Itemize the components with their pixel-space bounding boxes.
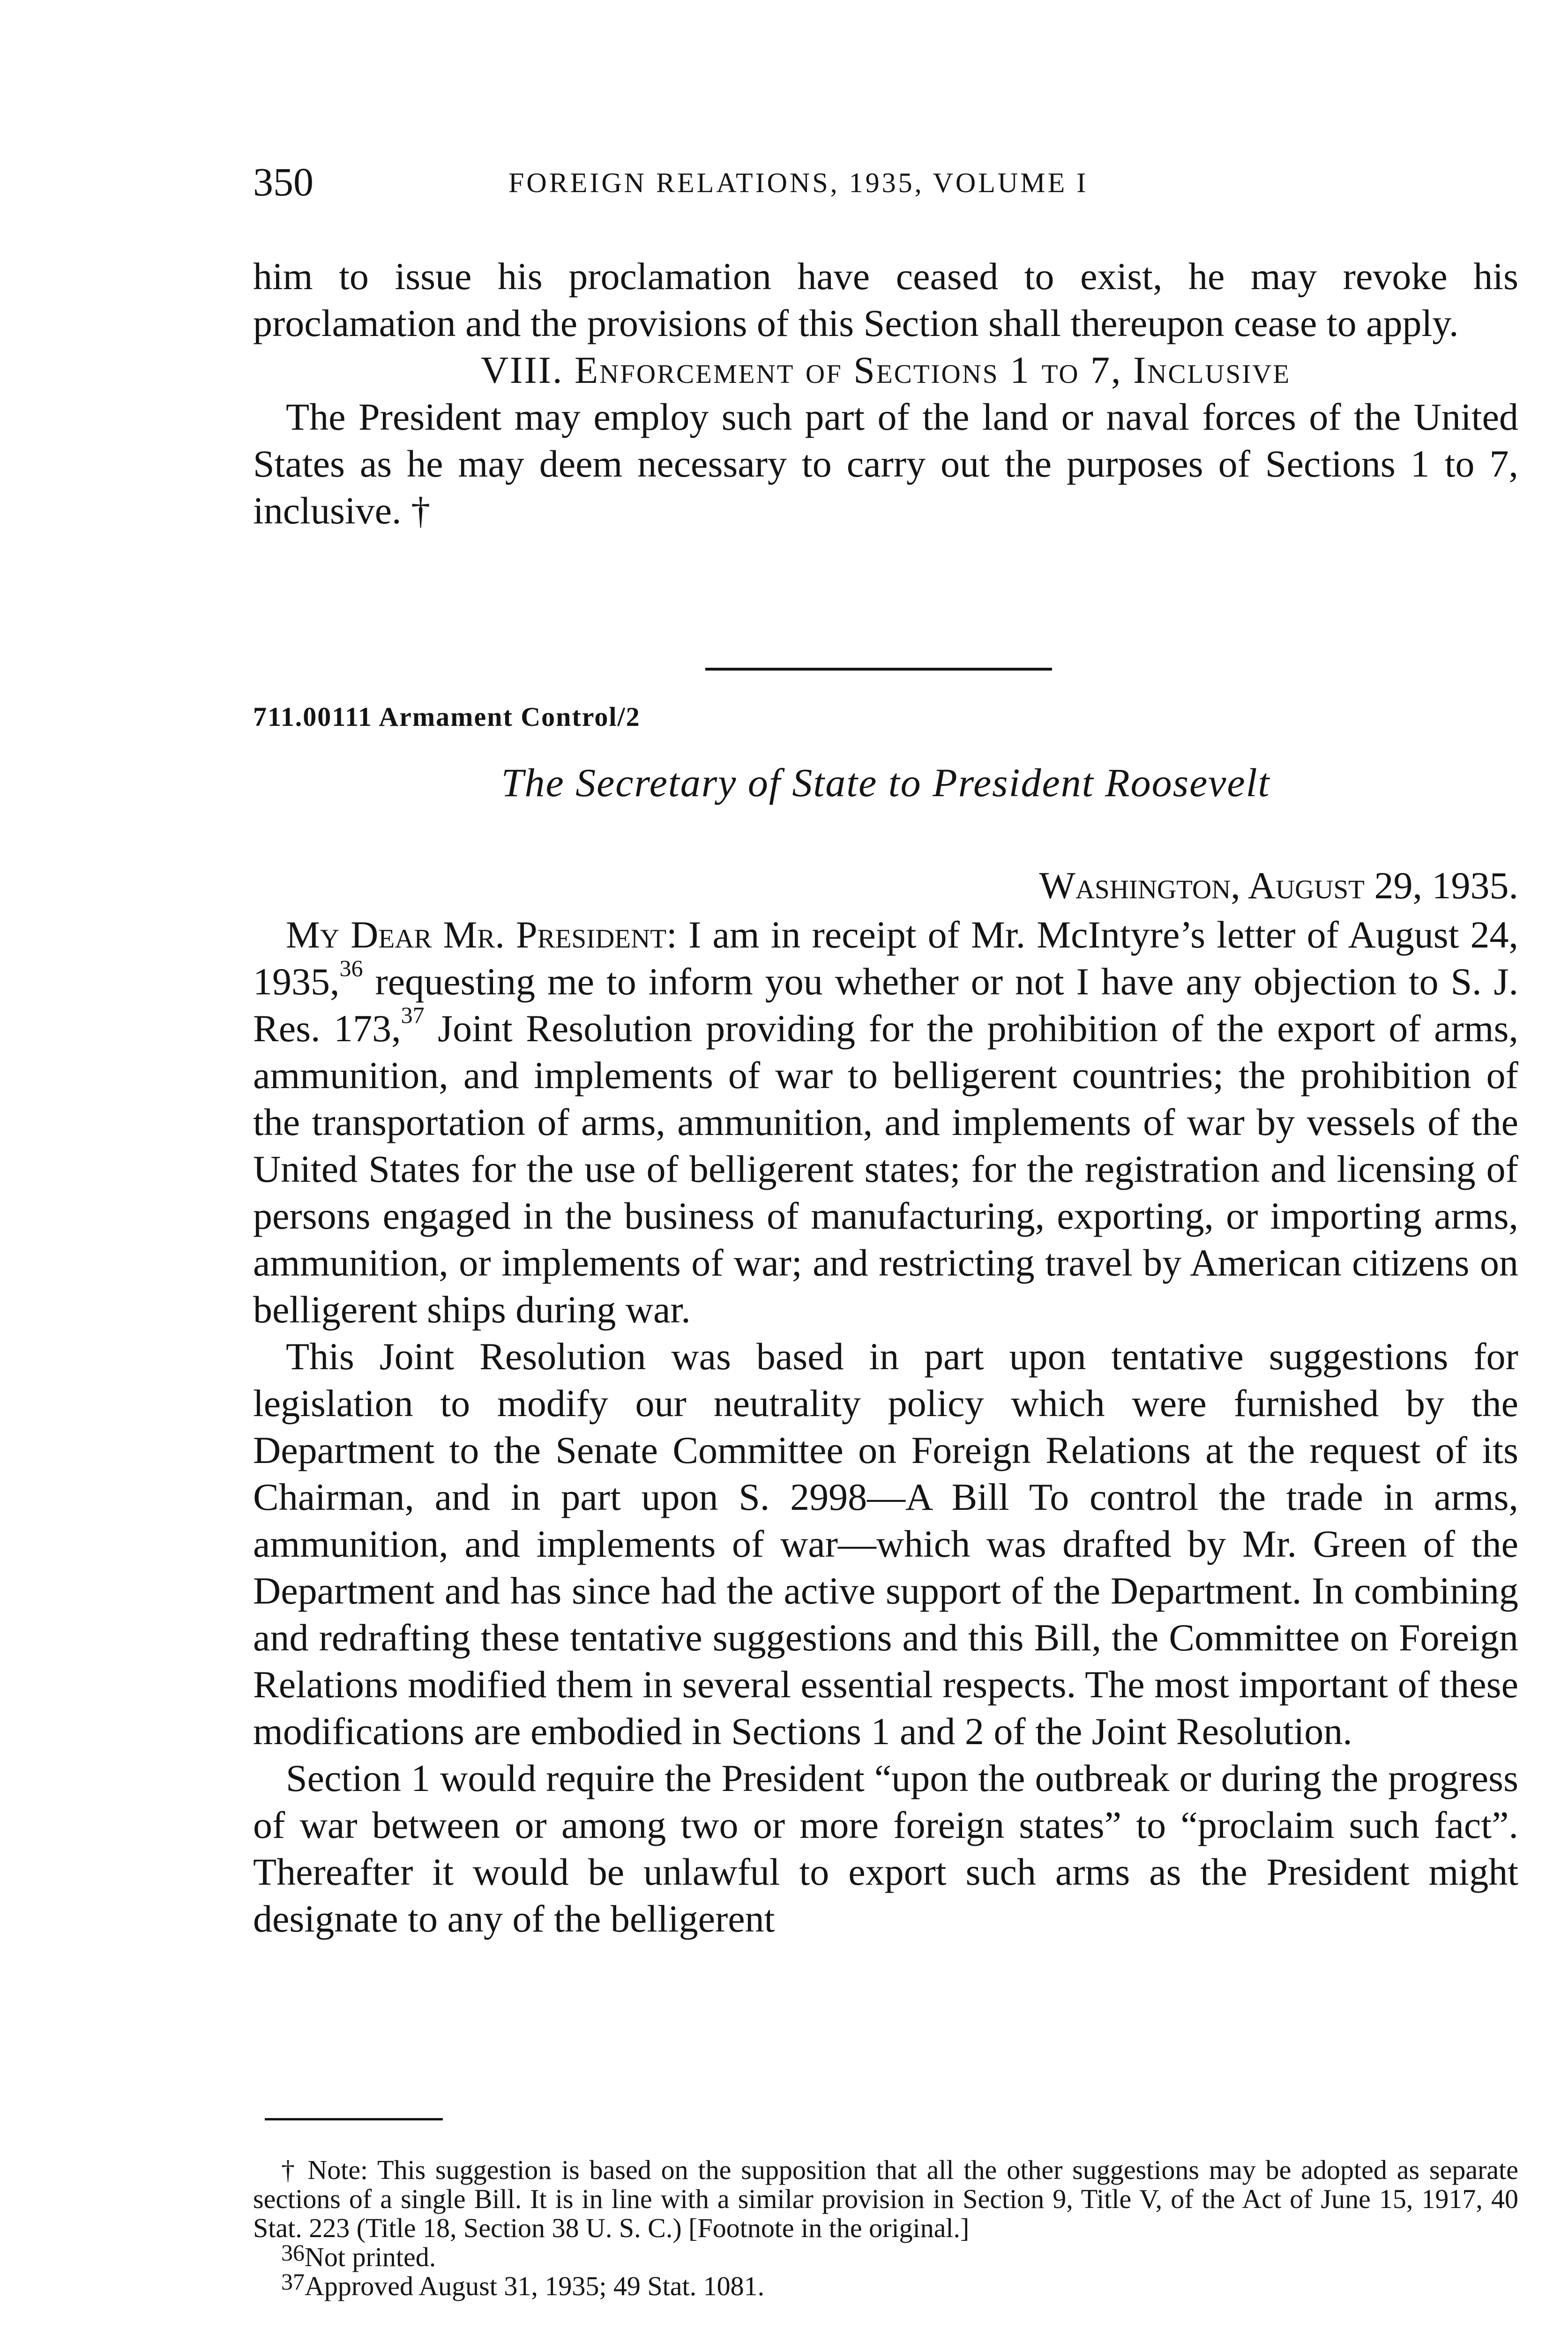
- letter-body: [253, 911, 1518, 1942]
- section-paragraph: [253, 394, 1518, 534]
- footnote-36-mark: 36: [281, 2239, 305, 2266]
- para1-part-a: I am in receipt of Mr. McIntyre’s letter of August 24, 1935,: [253, 913, 1519, 1003]
- continued-paragraph: him to issue his proclamation have ceased to exist, he may revoke his proclamation and the provisions of this Section shall thereupon cease to apply.: [253, 255, 1518, 344]
- document-title: The Secretary of State to President Roosevelt: [501, 760, 1270, 805]
- footnote-ref-37: 37: [401, 1002, 425, 1028]
- footnote-37-mark: 37: [281, 2268, 305, 2295]
- footnote-dagger: † Note: This suggestion is based on the supposition that all the other suggestions may be adopted as separate sections of a single Bill. It is in line with a similar provision in Section 9, Title V, of the Act of June 15, 1917, 40 Stat. 223 (Title 18, Section 38 U. S. C.) [Footnote in the original.]: [253, 2155, 1518, 2243]
- salutation: My Dear Mr. President:: [286, 913, 677, 956]
- file-reference: 711.00111 Armament Control/2: [253, 701, 641, 732]
- para1-part-b: requesting me to inform you whether or not I have any objection to S. J. Res. 173,: [253, 960, 1518, 1050]
- footnote-37-text: Approved August 31, 1935; 49 Stat. 1081.: [305, 2271, 765, 2301]
- footnote-rule: [265, 2118, 443, 2120]
- running-head: FOREIGN RELATIONS, 1935, VOLUME I: [508, 167, 1089, 198]
- letter-paragraph-3: Section 1 would require the President “upon the outbreak or during the progress of war between or among two or more foreign states” to “proclaim such fact”. Thereafter it would be unlawful to export such arms as the President might designate to any of the belligerent: [253, 1757, 1518, 1940]
- section-divider: [705, 668, 1052, 671]
- page-number: 350: [253, 159, 314, 204]
- letter-paragraph-1: [253, 911, 1518, 1333]
- letter-paragraph-2: This Joint Resolution was based in part upon tentative suggestions for legislation to modify our neutrality policy which were furnished by the Department to the Senate Committee on Foreign Relations at the request of its Chairman, and in part upon S. 2998—A Bill To control the trade in arms, ammunition, and implements of war—which was drafted by Mr. Green of the Department and has since had the active support of the Department. In combining and redrafting these tentative suggestions and this Bill, the Committee on Foreign Relations modified them in several essential respects. The most important of these modifications are embodied in Sections 1 and 2 of the Joint Resolution.: [253, 1335, 1518, 1753]
- footnote-36: [253, 2239, 1518, 2272]
- footnote-37: [253, 2268, 1518, 2301]
- footnote-ref-36: 36: [339, 955, 363, 981]
- dagger-mark: †: [411, 489, 431, 532]
- page-header: [253, 158, 1518, 215]
- para1-part-c: Joint Resolution providing for the prohibition of the export of arms, ammunition, and implements of war to belligerent countries; the prohibition of the transportation of arms, ammunition, and implements of war by vessels of the United States for the use of belligerent states; for the registration and licensing of persons engaged in the business of manufacturing, exporting, or importing arms, ammunition, or implements of war; and restricting travel by American citizens on belligerent ships during war.: [253, 1007, 1518, 1331]
- section-heading: VIII. Enforcement of Sections 1 to 7, Inclusive: [480, 349, 1291, 391]
- dateline: Washington, August 29, 1935.: [1039, 864, 1518, 907]
- body-block-top: [253, 253, 1518, 534]
- section-text: The President may employ such part of the land or naval forces of the United States as he may deem necessary to carry out the purposes of Sections 1 to 7, inclusive.: [253, 395, 1518, 532]
- footnote-36-text: Not printed.: [305, 2242, 436, 2272]
- footnotes: [253, 2156, 1518, 2301]
